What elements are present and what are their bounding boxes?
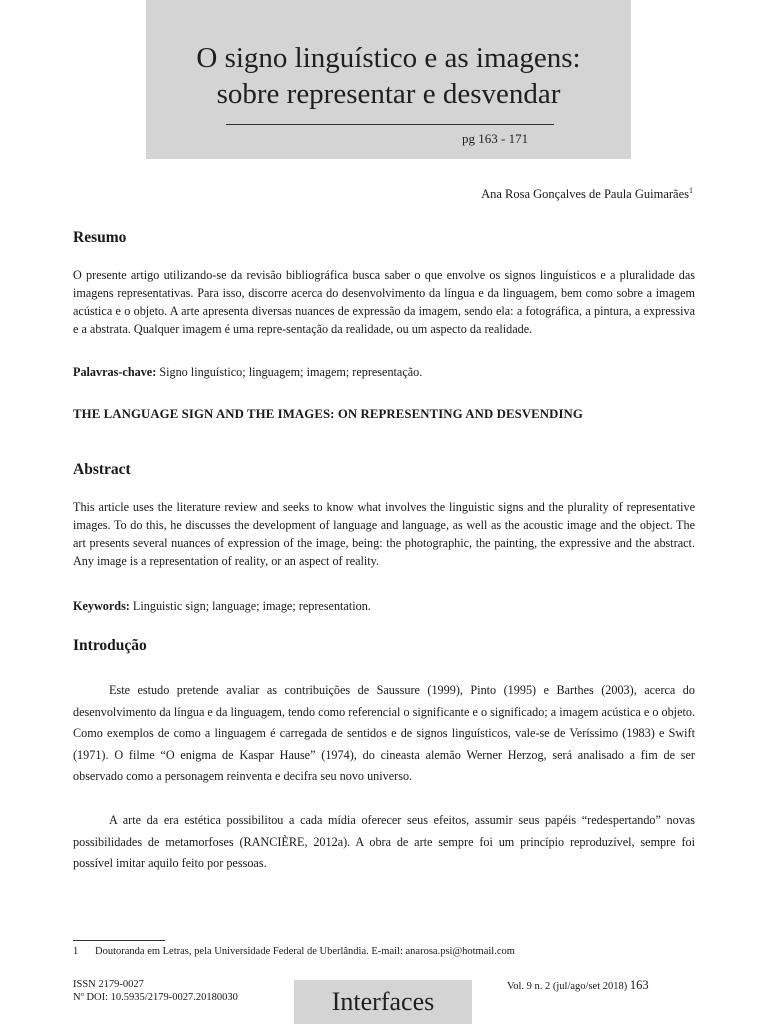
author-name: Ana Rosa Gonçalves de Paula Guimarães	[481, 187, 689, 202]
article-title	[146, 40, 631, 112]
issn: ISSN 2179-0027	[73, 979, 144, 990]
title-line-2: sobre representar e desvendar	[216, 78, 561, 110]
abstract-keywords-label: Keywords:	[73, 599, 130, 613]
footnote-text: Doutoranda em Letras, pela Universidade Federal de Uberlândia. E-mail: anarosa.psi@hotmail.com	[95, 946, 515, 957]
resumo-keywords-value: Signo linguístico; linguagem; imagem; representação.	[159, 365, 423, 379]
intro-paragraph-2: A arte da era estética possibilitou a cada mídia oferecer seus efeitos, assumir seus papéis “redespertando” novas possibilidades de metamorfoses (RANCIÈRE, 2012a). A obra de arte sempre foi um princípio reproduzível, sempre foi possível imitar aquilo feito por pessoas.	[73, 813, 695, 871]
intro-paragraph-1: Este estudo pretende avaliar as contribuições de Saussure (1999), Pinto (1995) e Barthes (2003), acerca do desenvolvimento da língua e da linguagem, tendo como referencial o significante e o significado; a imagem acústica e o objeto. Como exemplos de como a linguagem é carregada de sentidos e de signos linguísticos, vale-se de Veríssimo (1983) e Swift (1971). O filme “O enigma de Kaspar Hause” (1974), do cineasta alemão Werner Herzog, será analisado a fim de ser observado como a personagem reinventa e decifra seu novo universo.	[73, 683, 695, 784]
resumo-heading: Resumo	[73, 229, 127, 246]
resumo-keywords-label: Palavras-chave:	[73, 365, 157, 379]
english-title: THE LANGUAGE SIGN AND THE IMAGES: ON REPRESENTING AND DESVENDING	[73, 407, 583, 421]
abstract-text: This article uses the literature review and seeks to know what involves the linguistic signs and the plurality of representative images. To do this, he discusses the development of language and language, as well as the acoustic image and the object. The art presents several nuances of expression of the image, being: the photographic, the painting, the expressive and the abstract. Any image is a representation of reality, or an aspect of reality.	[73, 500, 695, 568]
journal-box	[294, 980, 472, 1024]
page-number: 163	[629, 978, 649, 992]
title-line-1: O signo linguístico e as imagens:	[196, 42, 581, 74]
footnote-number: 1	[73, 946, 79, 957]
issn-block	[73, 978, 238, 1004]
footnote-rule	[73, 940, 165, 941]
abstract-heading: Abstract	[73, 461, 131, 478]
resumo-keywords	[73, 363, 695, 381]
volume: Vol. 9 n. 2 (jul/ago/set 2018)	[507, 981, 628, 992]
author-footnote-mark: 1	[689, 186, 693, 195]
title-box	[146, 0, 631, 159]
author-line	[481, 186, 693, 202]
journal-name: Interfaces	[331, 987, 435, 1016]
doi: Nº DOI: 10.5935/2179-0027.20180030	[73, 992, 238, 1003]
title-rule	[226, 124, 554, 125]
footnote	[73, 946, 515, 957]
abstract-keywords	[73, 597, 695, 615]
abstract-keywords-value: Linguistic sign; language; image; representation.	[132, 599, 371, 613]
introducao-heading: Introdução	[73, 637, 147, 654]
resumo-text: O presente artigo utilizando-se da revisão bibliográfica busca saber o que envolve os signos linguísticos e a pluralidade das imagens representativas. Para isso, discorre acerca do desenvolvimento da língua e da linguagem, bem como sobre a imagem acústica e o objeto. A arte apresenta diversas nuances de expressão da imagem, sendo ela: a fotográfica, a pintura, a expressiva e a abstrata. Qualquer imagem é uma repre-sentação da realidade, ou um aspecto da realidade.	[73, 268, 695, 336]
volume-info	[507, 978, 649, 993]
page-range: pg 163 - 171	[462, 131, 529, 146]
